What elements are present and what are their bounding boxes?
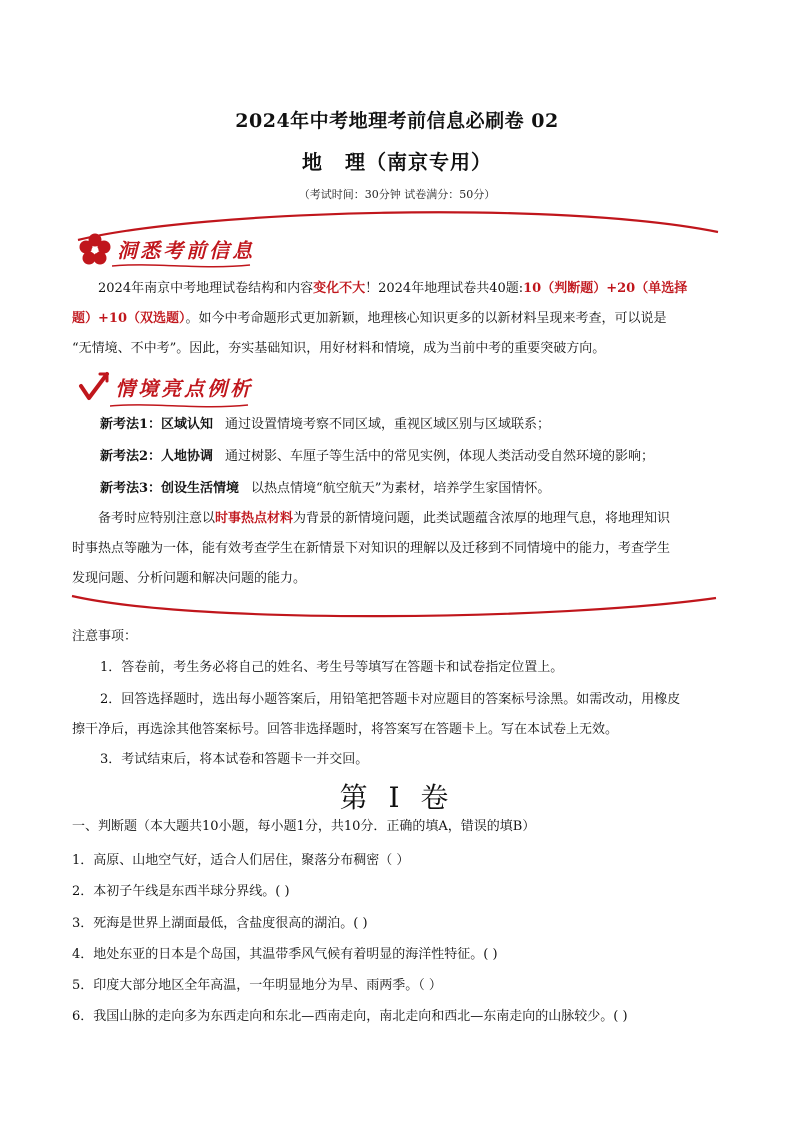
highlight-item-2	[100, 447, 654, 467]
flower-icon	[78, 232, 112, 266]
info-text-1a: 2024年南京中考地理试卷结构和内容	[98, 281, 314, 296]
question-4: 4．地处东亚的日本是个岛国，其温带季风气候有着明显的海洋性特征。( )	[72, 947, 498, 962]
subject-char-1: 地	[302, 150, 323, 174]
highlight-para-line-2: 时事热点等融为一体，能有效考查学生在新情景下对知识的理解以及迁移到不同情境中的能力，考查学生	[72, 541, 671, 556]
question-5: 5．印度大部分地区全年高温，一年明显地分为旱、雨两季。（ ）	[72, 978, 442, 993]
info-emph-3: 题）+10（双选题）	[72, 311, 186, 326]
highlight-para-line-1	[72, 504, 724, 534]
section-highlight-header	[78, 370, 253, 404]
highlight-item-1	[100, 415, 550, 435]
highlight-text-3: 以热点情境“航空航天”为素材，培养学生家国情怀。	[251, 481, 551, 496]
exam-title: 2024年中考地理考前信息必刷卷 02	[235, 110, 559, 132]
hp-emph: 时事热点材料	[215, 511, 294, 526]
info-line-3: “无情境、不中考”。因此，夯实基础知识，用好材料和情境，成为当前中考的重要突破方向。	[72, 341, 606, 356]
section-info-heading: 洞悉考前信息	[117, 238, 256, 263]
question-3: 3．死海是世界上湖面最低，含盐度很高的湖泊。( )	[72, 916, 368, 931]
section-highlight-heading: 情境亮点例析	[115, 376, 254, 401]
subject-rest: 理（南京专用）	[345, 150, 492, 174]
checkmark-icon	[78, 370, 110, 404]
heading-underline	[112, 262, 252, 270]
note-1: 1．答卷前，考生务必将自己的姓名、考生号等填写在答题卡和试卷指定位置上。	[100, 660, 564, 675]
info-text-1c: ！2024年地理试卷共40题:	[365, 281, 524, 296]
heading-underline-2	[110, 402, 250, 410]
hp-text-1c: 为背景的新情境问题，此类试题蕴含浓厚的地理气息，将地理知识	[293, 511, 671, 526]
highlight-text-1: 通过设置情境考察不同区域，重视区域区别与区域联系；	[225, 417, 551, 432]
exam-meta: （考试时间：30分钟 试卷满分：50分）	[298, 188, 496, 201]
bottom-frame-curve	[72, 596, 716, 616]
section-info-paragraph	[72, 274, 724, 364]
exam-subject	[0, 146, 794, 175]
highlight-text-2: 通过树影、车厘子等生活中的常见实例，体现人类活动受自然环境的影响；	[225, 449, 655, 464]
highlight-label-1: 新考法1：区域认知	[100, 417, 214, 432]
note-2: 2．回答选择题时，选出每小题答案后，用铅笔把答题卡对应题目的答案标号涂黑。如需改动，用橡皮	[100, 692, 681, 707]
hp-text-1a: 备考时应特别注意以	[98, 511, 216, 526]
info-line-2	[72, 304, 724, 334]
info-emph-1: 变化不大	[313, 281, 366, 296]
highlight-paragraph	[72, 504, 724, 594]
info-text-2b: 。如今中考命题形式更加新颖，地理核心知识更多的以新材料呈现来考查，可以说是	[185, 311, 667, 326]
note-3: 3．考试结束后，将本试卷和答题卡一并交回。	[100, 752, 369, 767]
question-2: 2．本初子午线是东西半球分界线。( )	[72, 884, 290, 899]
question-6: 6．我国山脉的走向多为东西走向和东北—西南走向，南北走向和西北—东南走向的山脉较少。( )	[72, 1009, 628, 1024]
section-info-header	[78, 232, 255, 266]
note-2-continued: 擦干净后，再选涂其他答案标号。回答非选择题时，将答案写在答题卡上。写在本试卷上无效。	[72, 722, 619, 737]
highlight-para-line-3: 发现问题、分析问题和解决问题的能力。	[72, 571, 307, 586]
question-section-heading: 一、判断题（本大题共10小题，每小题1分，共10分．正确的填A，错误的填B）	[72, 819, 536, 834]
highlight-label-3: 新考法3：创设生活情境	[100, 481, 240, 496]
question-1: 1．高原、山地空气好，适合人们居住，聚落分布稠密（ ）	[72, 853, 410, 868]
highlight-item-3	[100, 479, 550, 499]
notes-title: 注意事项：	[72, 629, 138, 644]
highlight-label-2: 新考法2：人地协调	[100, 449, 214, 464]
info-emph-2: 10（判断题）+20（单选择	[523, 281, 688, 296]
info-line-1	[72, 274, 724, 304]
part-title: 第 I 卷	[339, 781, 455, 814]
